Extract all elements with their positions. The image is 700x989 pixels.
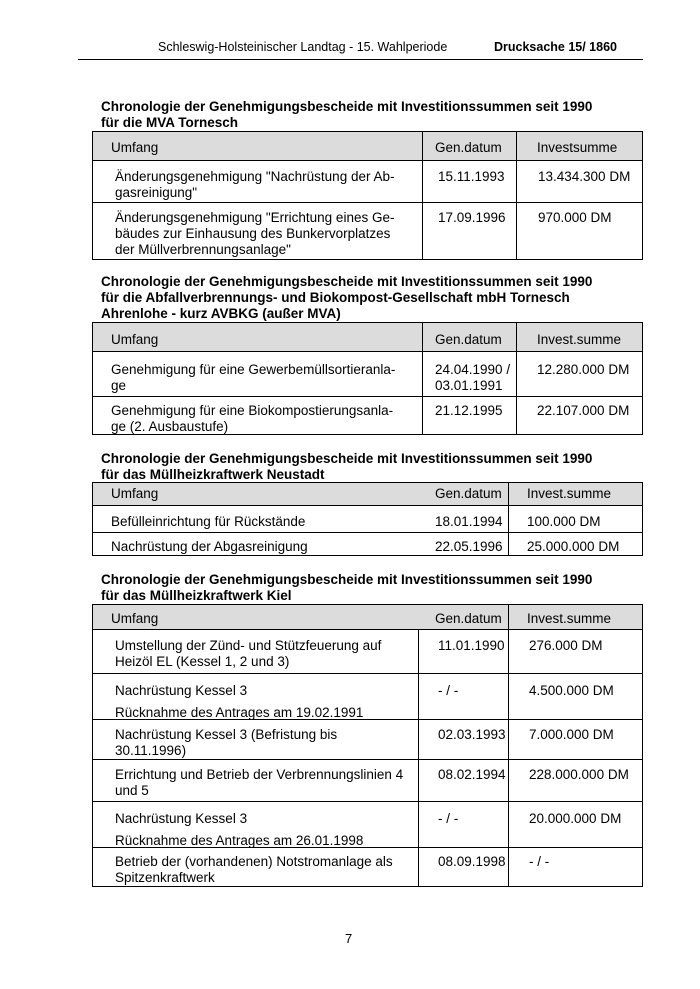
table-row [93, 202, 642, 260]
col-umfang: Umfang [111, 611, 159, 626]
row-sum: 970.000 DM [538, 210, 612, 225]
table-row [93, 759, 642, 802]
section-3-table [92, 482, 643, 556]
table-row [93, 801, 642, 848]
row-sum: 13.434.300 DM [538, 169, 631, 184]
section-2-table [92, 322, 643, 435]
row-desc: Genehmigung für eine Gewerbemüllsortieranla- ge [111, 362, 396, 393]
row-date: 08.02.1994 [438, 767, 506, 782]
col-umfang: Umfang [111, 332, 159, 347]
row-date: - / - [438, 811, 459, 826]
table-row [93, 396, 642, 435]
page-number: 7 [345, 931, 353, 946]
col-invest: Invest.summe [537, 332, 622, 347]
table-row [93, 847, 642, 887]
row-date: 08.09.1998 [438, 854, 506, 869]
table-header [93, 132, 642, 161]
section-3-title: Chronologie der Genehmigungsbescheide mit Investitionssummen seit 1990 für das Müllheizkraftwerk Neustadt [101, 451, 593, 482]
header-right: Drucksache 15/ 1860 [493, 40, 617, 54]
table-header [93, 483, 642, 506]
row-date: 18.01.1994 [435, 514, 503, 529]
row-sum: 4.500.000 DM [529, 683, 614, 698]
table-row [93, 352, 642, 396]
section-4-title: Chronologie der Genehmigungsbescheide mit Investitionssummen seit 1990 für das Müllheizkraftwerk Kiel [101, 572, 593, 603]
row-desc: Nachrüstung der Abgasreinigung [111, 539, 308, 554]
row-date: 11.01.1990 [438, 638, 505, 653]
table-header [93, 605, 642, 630]
table-row [93, 719, 642, 760]
row-desc: Betrieb der (vorhandenen) Notstromanlage als Spitzenkraftwerk [115, 854, 393, 885]
row-desc: Genehmigung für eine Biokompostierungsanla- ge (2. Ausbaustufe) [111, 403, 394, 434]
section-1-table [92, 131, 643, 260]
col-gendatum: Gen.datum [435, 486, 502, 501]
row-date: - / - [438, 683, 459, 698]
row-date: 21.12.1995 [435, 403, 503, 418]
header-left: Schleswig-Holsteinischer Landtag - 15. Wahlperiode [158, 40, 448, 54]
row-date: 15.11.1993 [438, 169, 505, 184]
row-desc: Befülleinrichtung für Rückstände [111, 514, 306, 529]
row-desc: Errichtung und Betrieb der Verbrennungslinien 4 und 5 [115, 767, 404, 798]
table-row [93, 506, 642, 532]
row-desc: Umstellung der Zünd- und Stützfeuerung auf Heizöl EL (Kessel 1, 2 und 3) [115, 638, 382, 669]
section-4-table [92, 604, 643, 887]
col-gendatum: Gen.datum [435, 332, 502, 347]
col-invest: Invest.summe [527, 611, 612, 626]
col-invest: Investsumme [537, 140, 618, 155]
col-umfang: Umfang [111, 140, 159, 155]
row-sum: 22.107.000 DM [537, 403, 630, 418]
row-desc: Änderungsgenehmigung "Errichtung eines Ge- bäudes zur Einhausung des Bunkervorplatzes der Müllverbrennungsanlage" [115, 210, 395, 257]
row-sum: 228.000.000 DM [529, 767, 629, 782]
row-desc: Nachrüstung Kessel 3 (Befristung bis 30.11.1996) [115, 727, 338, 758]
page-header [78, 40, 643, 60]
row-date: 17.09.1996 [438, 210, 506, 225]
table-row [93, 161, 642, 202]
row-date: 22.05.1996 [435, 539, 503, 554]
row-sum: 12.280.000 DM [537, 362, 630, 377]
row-desc: Nachrüstung Kessel 3 Rücknahme des Antrages am 19.02.1991 [115, 683, 364, 720]
row-desc: Änderungsgenehmigung "Nachrüstung der Ab- gasreinigung" [115, 169, 395, 200]
row-sum: 7.000.000 DM [529, 727, 614, 742]
col-gendatum: Gen.datum [435, 140, 502, 155]
table-row [93, 532, 642, 556]
col-gendatum: Gen.datum [435, 611, 502, 626]
row-sum: 100.000 DM [527, 514, 601, 529]
row-date: 02.03.1993 [438, 727, 506, 742]
row-sum: 276.000 DM [529, 638, 603, 653]
col-umfang: Umfang [111, 486, 159, 501]
row-sum: - / - [529, 854, 550, 869]
table-header [93, 323, 642, 352]
row-sum: 25.000.000 DM [527, 539, 620, 554]
table-row [93, 630, 642, 673]
table-row [93, 673, 642, 720]
col-invest: Invest.summe [527, 486, 612, 501]
section-1-title: Chronologie der Genehmigungsbescheide mit Investitionssummen seit 1990 für die MVA Tornesch [101, 99, 593, 130]
row-sum: 20.000.000 DM [529, 811, 622, 826]
row-date: 24.04.1990 / 03.01.1991 [435, 362, 511, 393]
section-2-title: Chronologie der Genehmigungsbescheide mit Investitionssummen seit 1990 für die Abfallverbrennungs- und Biokompost-Gesellschaft mbH Tornesch Ahrenlohe - kurz AVBKG (außer MVA) [101, 274, 593, 321]
row-desc: Nachrüstung Kessel 3 Rücknahme des Antrages am 26.01.1998 [115, 811, 364, 848]
